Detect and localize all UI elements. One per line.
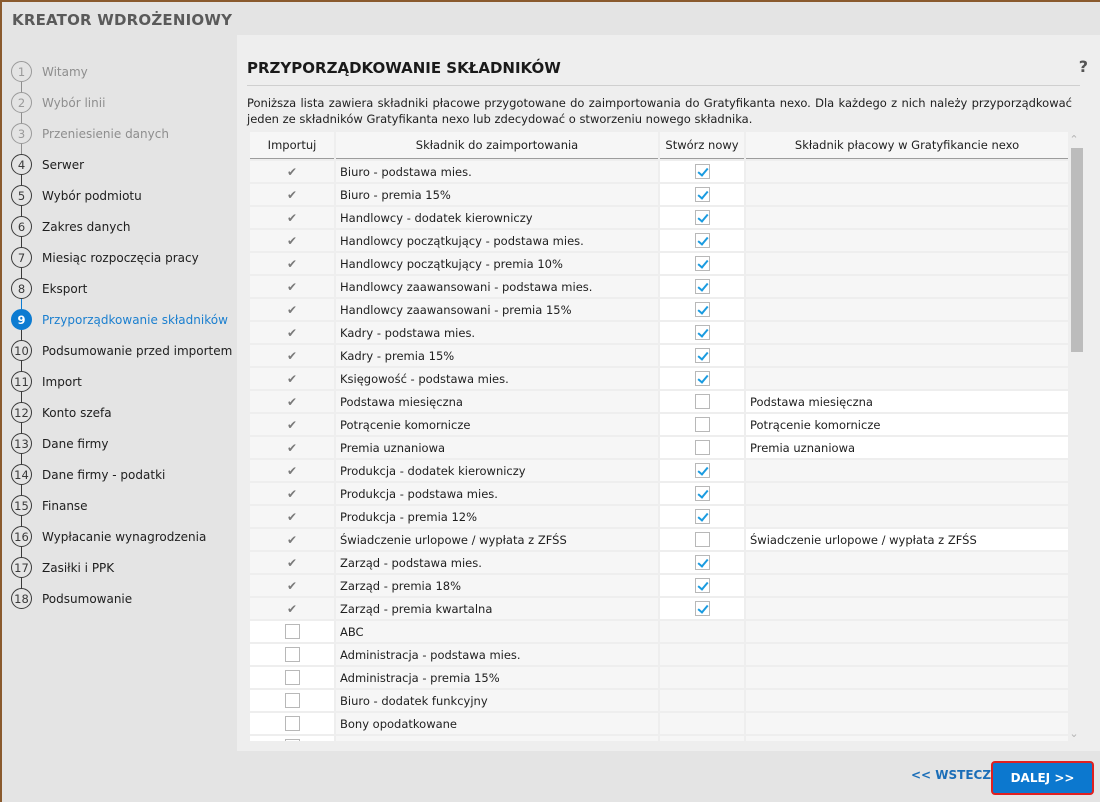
component-name: Administracja - podstawa mies. [336,644,658,665]
step-label: Miesiąc rozpoczęcia pracy [42,250,199,265]
component-name: Potrącenie komornicze [336,414,658,435]
component-name: Świadczenie urlopowe / wypłata z ZFŚS [336,529,658,550]
step-label: Wybór linii [42,95,106,110]
step-item[interactable] [11,242,236,273]
component-name: Biuro - premia 15% [336,184,658,205]
mapped-component-select[interactable]: Premia uznaniowa [746,437,1068,458]
step-item[interactable] [11,552,236,583]
mapped-component-cell [746,552,1068,573]
import-checked-icon[interactable]: ✔ [286,210,298,225]
step-item[interactable] [11,521,236,552]
mapped-component-cell [746,253,1068,274]
import-checked-icon[interactable]: ✔ [286,187,298,202]
import-checked-icon[interactable]: ✔ [286,555,298,570]
table-row[interactable] [250,644,1068,665]
mapped-component-select[interactable]: Podstawa miesięczna [746,391,1068,412]
mapped-component-cell [746,621,1068,642]
scrollbar-thumb[interactable] [1071,148,1083,352]
create-new-checkbox[interactable] [695,486,710,501]
step-item[interactable] [11,180,236,211]
mapped-component-cell [746,483,1068,504]
create-new-cell [660,690,744,711]
step-label: Witamy [42,64,88,79]
table-row[interactable] [250,414,1068,435]
mapped-component-cell [746,368,1068,389]
mapped-component-cell [746,276,1068,297]
step-label: Zakres danych [42,219,131,234]
table-row[interactable] [250,161,1068,182]
table-row[interactable] [250,368,1068,389]
table-row[interactable] [250,391,1068,412]
column-header-mapped-component[interactable]: Składnik płacowy w Gratyfikancie nexo [746,132,1068,159]
mapped-component-cell [746,230,1068,251]
column-header-import[interactable]: Importuj [250,132,334,159]
import-checked-icon[interactable]: ✔ [286,302,298,317]
step-label: Dane firmy [42,436,109,451]
table-row[interactable] [250,552,1068,573]
page-title: PRZYPORZĄDKOWANIE SKŁADNIKÓW [247,59,561,77]
content-panel [237,35,1100,751]
mapped-component-cell [746,644,1068,665]
import-checked-icon[interactable]: ✔ [286,279,298,294]
component-name: Biuro - podstawa mies. [336,161,658,182]
step-number-icon: 18 [11,588,32,609]
step-item[interactable] [11,490,236,521]
create-new-checkbox[interactable] [695,463,710,478]
import-checkbox[interactable] [285,624,300,639]
create-new-checkbox[interactable] [695,394,710,409]
create-new-checkbox[interactable] [695,348,710,363]
create-new-checkbox[interactable] [695,417,710,432]
table-row[interactable] [250,506,1068,527]
create-new-checkbox[interactable] [695,371,710,386]
table-row[interactable] [250,575,1068,596]
mapped-component-cell [746,460,1068,481]
component-name [336,736,658,741]
component-name: Księgowość - podstawa mies. [336,368,658,389]
step-label: Przyporządkowanie składników [42,312,228,327]
mapped-component-cell [746,161,1068,182]
mapped-component-cell [746,322,1068,343]
import-checked-icon[interactable]: ✔ [286,371,298,386]
create-new-checkbox[interactable] [695,532,710,547]
step-label: Podsumowanie przed importem [42,343,233,358]
mapped-component-cell [746,598,1068,619]
components-grid [250,132,1085,741]
component-name: Bony opodatkowane [336,713,658,734]
import-checked-icon[interactable]: ✔ [286,601,298,616]
component-name: Biuro - dodatek funkcyjny [336,690,658,711]
step-number-icon: 15 [11,495,32,516]
step-label: Dane firmy - podatki [42,467,166,482]
step-label: Serwer [42,157,85,172]
step-item[interactable] [11,335,236,366]
create-new-checkbox[interactable] [695,233,710,248]
table-row[interactable] [250,529,1068,550]
component-name: ABC [336,621,658,642]
create-new-checkbox[interactable] [695,578,710,593]
create-new-checkbox[interactable] [695,325,710,340]
step-label: Konto szefa [42,405,112,420]
step-item[interactable] [11,87,236,118]
step-item[interactable] [11,118,236,149]
table-row[interactable] [250,483,1068,504]
step-number-icon: 4 [11,154,32,175]
wizard-window [2,2,1100,802]
step-item[interactable] [11,459,236,490]
mapped-component-cell [746,713,1068,734]
table-row[interactable] [250,299,1068,320]
import-checked-icon[interactable]: ✔ [286,325,298,340]
column-header-component[interactable]: Składnik do zaimportowania [336,132,658,159]
table-row[interactable] [250,184,1068,205]
mapped-component-select[interactable]: Świadczenie urlopowe / wypłata z ZFŚS [746,529,1068,550]
table-row[interactable] [250,690,1068,711]
create-new-checkbox[interactable] [695,302,710,317]
step-number-icon: 16 [11,526,32,547]
component-name: Handlowcy zaawansowani - podstawa mies. [336,276,658,297]
step-number-icon: 9 [11,309,32,330]
mapped-component-cell [746,690,1068,711]
step-number-icon: 6 [11,216,32,237]
component-name: Handlowcy zaawansowani - premia 15% [336,299,658,320]
table-row[interactable] [250,437,1068,458]
step-number-icon: 5 [11,185,32,206]
create-new-cell [660,644,744,665]
component-name: Kadry - podstawa mies. [336,322,658,343]
step-label: Eksport [42,281,88,296]
back-button[interactable]: << WSTECZ [911,768,992,782]
step-number-icon: 14 [11,464,32,485]
component-name: Produkcja - podstawa mies. [336,483,658,504]
step-item[interactable] [11,56,236,87]
component-name: Administracja - premia 15% [336,667,658,688]
step-item[interactable] [11,397,236,428]
step-label: Wybór podmiotu [42,188,142,203]
table-row[interactable] [250,253,1068,274]
import-checked-icon[interactable]: ✔ [286,486,298,501]
step-number-icon: 7 [11,247,32,268]
step-number-icon: 3 [11,123,32,144]
component-name: Produkcja - dodatek kierowniczy [336,460,658,481]
import-checked-icon[interactable]: ✔ [286,164,298,179]
create-new-checkbox[interactable] [695,279,710,294]
create-new-checkbox[interactable] [695,164,710,179]
import-checkbox[interactable] [285,716,300,731]
table-row[interactable] [250,276,1068,297]
step-item[interactable] [11,428,236,459]
table-row[interactable] [250,460,1068,481]
component-name: Zarząd - premia 18% [336,575,658,596]
step-label: Zasiłki i PPK [42,560,115,575]
create-new-checkbox[interactable] [695,210,710,225]
create-new-cell [660,736,744,741]
component-name: Handlowcy początkujący - podstawa mies. [336,230,658,251]
table-row[interactable] [250,621,1068,642]
create-new-checkbox[interactable] [695,509,710,524]
step-label: Wypłacanie wynagrodzenia [42,529,207,544]
import-checked-icon[interactable]: ✔ [286,256,298,271]
table-row[interactable] [250,230,1068,251]
create-new-cell [660,621,744,642]
step-item[interactable] [11,273,236,304]
step-item[interactable] [11,149,236,180]
create-new-checkbox[interactable] [695,187,710,202]
table-row[interactable] [250,322,1068,343]
import-checked-icon[interactable]: ✔ [286,348,298,363]
scroll-up-arrow-icon[interactable]: ⌃ [1069,133,1079,146]
step-number-icon: 17 [11,557,32,578]
steps-sidebar [11,56,236,614]
step-item[interactable] [11,211,236,242]
create-new-cell [660,713,744,734]
import-checked-icon[interactable]: ✔ [286,440,298,455]
step-number-icon: 13 [11,433,32,454]
step-label: Import [42,374,82,389]
step-number-icon: 1 [11,61,32,82]
step-number-icon: 10 [11,340,32,361]
next-button[interactable]: DALEJ >> [991,761,1094,795]
step-number-icon: 12 [11,402,32,423]
mapped-component-cell [746,184,1068,205]
mapped-component-cell [746,667,1068,688]
component-name: Kadry - premia 15% [336,345,658,366]
step-item[interactable] [11,304,236,335]
step-item[interactable] [11,366,236,397]
step-number-icon: 8 [11,278,32,299]
component-name: Handlowcy początkujący - premia 10% [336,253,658,274]
create-new-checkbox[interactable] [695,440,710,455]
component-name: Produkcja - premia 12% [336,506,658,527]
component-name: Podstawa miesięczna [336,391,658,412]
help-button[interactable]: ? [1078,57,1088,76]
mapped-component-cell [746,207,1068,228]
app-title: KREATOR WDROŻENIOWY [12,11,233,29]
mapped-component-cell [746,575,1068,596]
component-name: Handlowcy - dodatek kierowniczy [336,207,658,228]
create-new-checkbox[interactable] [695,601,710,616]
import-checked-icon[interactable]: ✔ [286,394,298,409]
scroll-down-arrow-icon[interactable]: ⌄ [1069,727,1079,740]
table-row[interactable] [250,207,1068,228]
step-number-icon: 11 [11,371,32,392]
import-checked-icon[interactable]: ✔ [286,509,298,524]
component-name: Premia uznaniowa [336,437,658,458]
table-row[interactable] [250,345,1068,366]
mapped-component-cell [746,736,1068,741]
step-item[interactable] [11,583,236,614]
import-checkbox[interactable] [285,739,300,741]
grid-header-row [250,132,1068,159]
table-row[interactable] [250,736,1068,741]
import-checkbox[interactable] [285,670,300,685]
mapped-component-select[interactable]: Potrącenie komornicze [746,414,1068,435]
mapped-component-cell [746,506,1068,527]
create-new-checkbox[interactable] [695,555,710,570]
import-checkbox[interactable] [285,693,300,708]
import-checked-icon[interactable]: ✔ [286,463,298,478]
step-label: Podsumowanie [42,591,133,606]
page-description: Poniższa lista zawiera składniki płacowe przygotowane do zaimportowania do Gratyfikanta nexo. Dla każdego z nich należy przyporządkować jeden ze składników Gratyfikanta nexo lub zdecydować o stworzeniu nowego składnika. [247,96,1072,126]
import-checked-icon[interactable]: ✔ [286,532,298,547]
step-label: Finanse [42,498,88,513]
mapped-component-cell [746,345,1068,366]
create-new-cell [660,667,744,688]
table-row[interactable] [250,598,1068,619]
component-name: Zarząd - premia kwartalna [336,598,658,619]
mapped-component-cell [746,299,1068,320]
component-name: Zarząd - podstawa mies. [336,552,658,573]
create-new-checkbox[interactable] [695,256,710,271]
import-checked-icon[interactable]: ✔ [286,578,298,593]
title-divider [247,85,1080,86]
column-header-create-new[interactable]: Stwórz nowy [660,132,744,159]
import-checked-icon[interactable]: ✔ [286,417,298,432]
import-checked-icon[interactable]: ✔ [286,233,298,248]
import-checkbox[interactable] [285,647,300,662]
table-row[interactable] [250,713,1068,734]
step-number-icon: 2 [11,92,32,113]
table-row[interactable] [250,667,1068,688]
step-label: Przeniesienie danych [42,126,169,141]
